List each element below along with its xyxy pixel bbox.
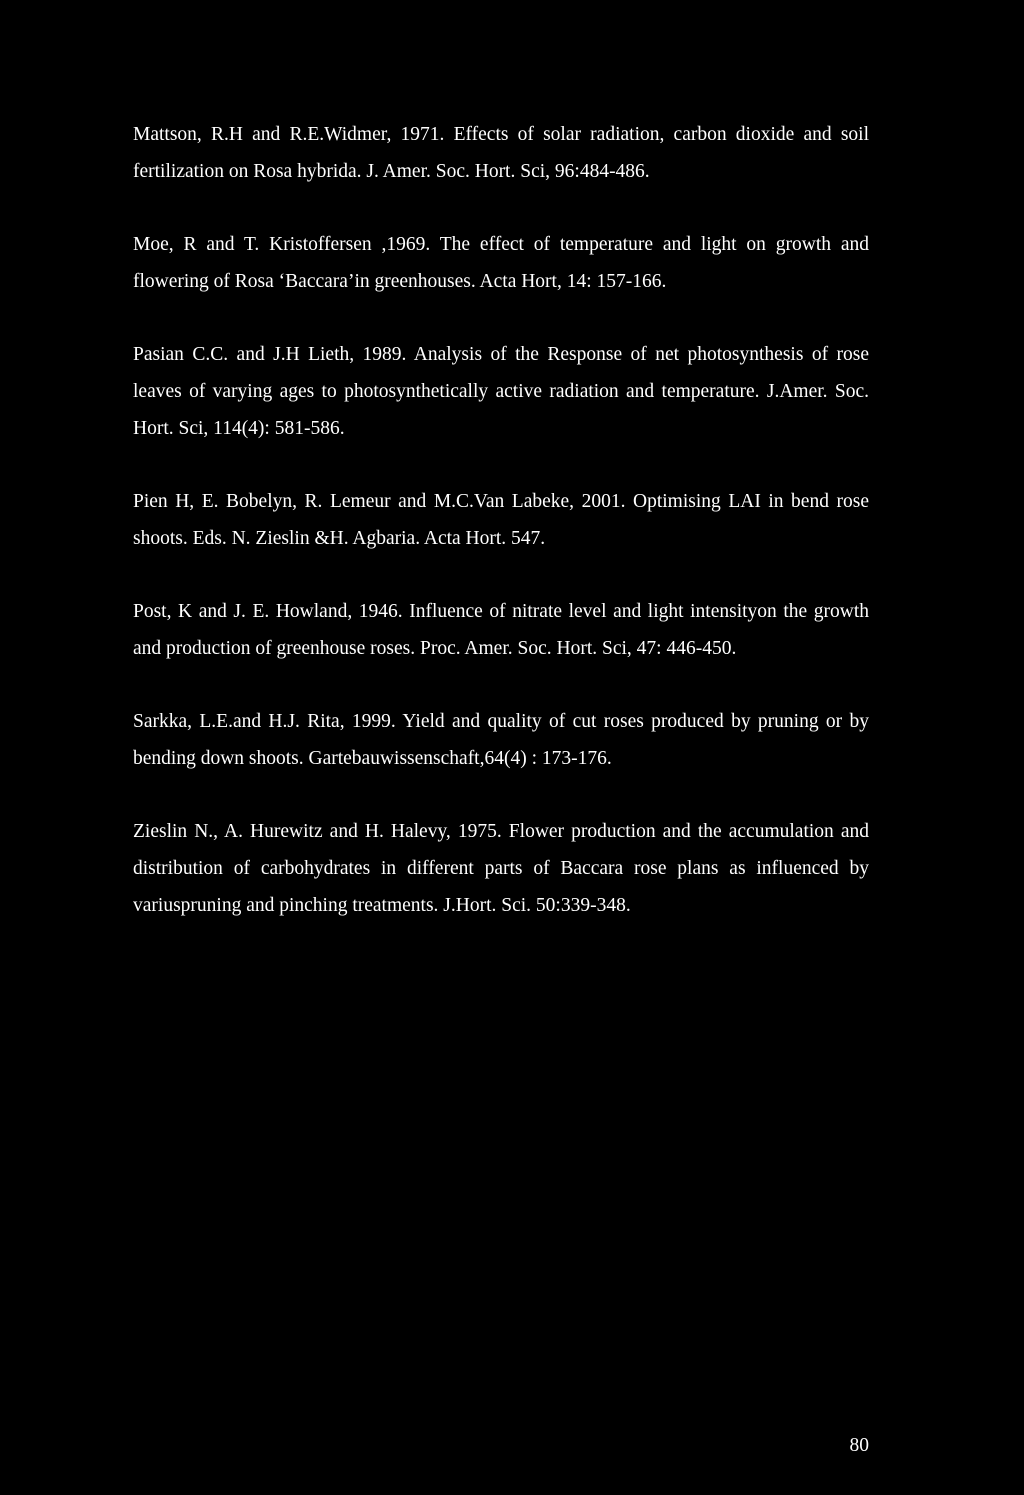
reference-zieslin: Zieslin N., A. Hurewitz and H. Halevy, 1975. Flower production and the accumulation and distribution of carbohydrates in different parts of Baccara rose plans as influenced by variuspruning and pinching treatments. J.Hort. Sci. 50:339-348. [133,821,869,916]
reference-pasian: Pasian C.C. and J.H Lieth, 1989. Analysis of the Response of net photosynthesis of rose leaves of varying ages to photosynthetically active radiation and temperature. J.Amer. Soc. Hort. Sci, 114(4): 581-586. [133,344,869,439]
reference-pien: Pien H, E. Bobelyn, R. Lemeur and M.C.Van Labeke, 2001. Optimising LAI in bend rose shoots. Eds. N. Zieslin &H. Agbaria. Acta Hort. 547. [133,491,869,549]
reference-post: Post, K and J. E. Howland, 1946. Influence of nitrate level and light intensityon the growth and production of greenhouse roses. Proc. Amer. Soc. Hort. Sci, 47: 446-450. [133,601,869,659]
reference-moe: Moe, R and T. Kristoffersen ,1969. The effect of temperature and light on growth and flowering of Rosa ‘Baccara’in greenhouses. Acta Hort, 14: 157-166. [133,234,869,292]
reference-mattson: Mattson, R.H and R.E.Widmer, 1971. Effects of solar radiation, carbon dioxide and soil fertilization on Rosa hybrida. J. Amer. Soc. Hort. Sci, 96:484-486. [133,124,869,182]
reference-list [133,116,869,924]
reference-sarkka: Sarkka, L.E.and H.J. Rita, 1999. Yield and quality of cut roses produced by pruning or by bending down shoots. Gartebauwissenschaft,64(4) : 173-176. [133,711,869,769]
page-number: 80 [849,1435,869,1456]
